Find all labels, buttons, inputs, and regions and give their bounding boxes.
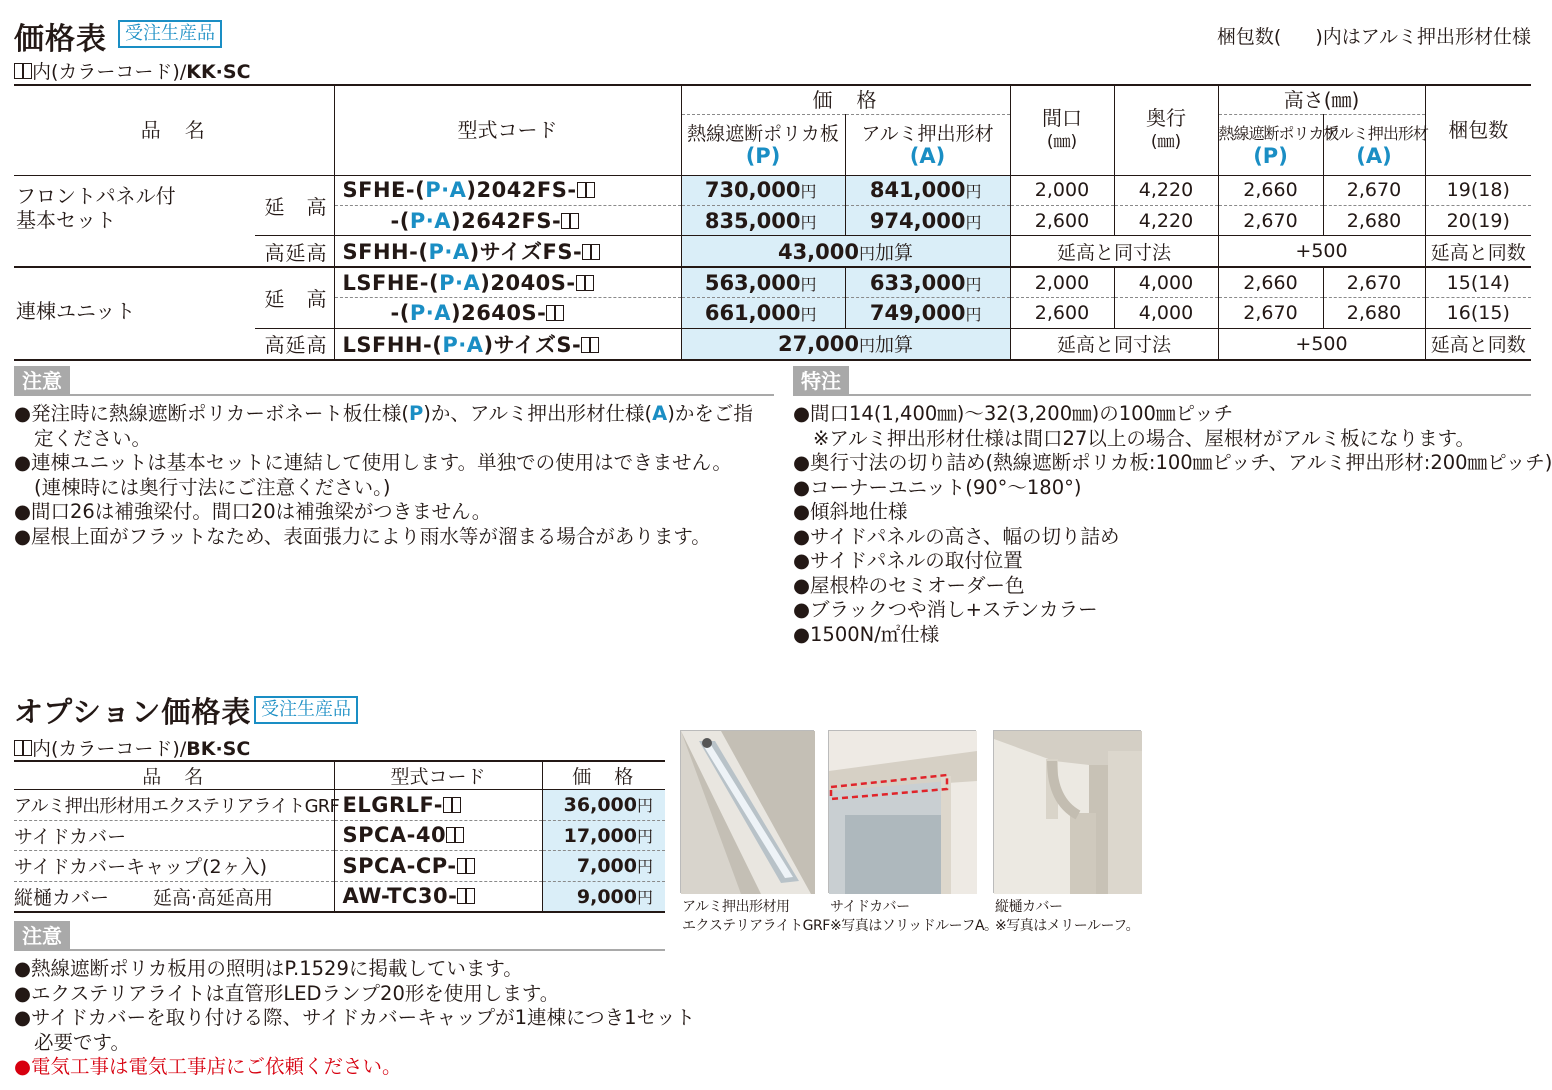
height-p-value: 2,670 [1218, 298, 1323, 328]
special-item: ●奥行寸法の切り詰め(熱線遮断ポリカ板:100㎜ピッチ、アルミ押出形材:200㎜ピッチ) [793, 451, 1552, 474]
model-code: SFHH-(P·A)サイズFS- [334, 236, 681, 268]
note-item: (連棟時には奥行寸法にご注意ください。) [34, 475, 391, 499]
photo-side-cover [828, 730, 976, 893]
model-code: ELGRLF- [334, 790, 542, 821]
table-row [14, 820, 665, 851]
height-p-value: 2,670 [1218, 205, 1323, 235]
product-name-front-panel: フロントパネル付 基本セット [16, 183, 176, 232]
col-header-height-a: アルミ押出形材 (A) [1323, 114, 1425, 175]
height-a-value: 2,680 [1323, 298, 1425, 328]
option-name: サイドカバーキャップ(2ヶ入) [14, 851, 334, 882]
model-code: LSFHH-(P·A)サイズS- [334, 328, 681, 360]
special-item: ●屋根枠のセミオーダー色 [793, 573, 1025, 597]
special-item: ●コーナーユニット(90°〜180°) [793, 475, 1082, 499]
col-header-width: 間口 (㎜) [1010, 85, 1114, 175]
option-notes-divider [14, 949, 665, 951]
pack-value: 15(14) [1425, 267, 1531, 297]
price-table [14, 84, 1531, 361]
col-header-pack: 梱包数 [1425, 85, 1531, 175]
side-cover-image [829, 731, 977, 894]
col-header-name: 品 名 [14, 85, 334, 175]
color-code-box-icon [576, 271, 594, 295]
col-header-height: 高さ(㎜) [1218, 85, 1425, 114]
color-code-box-icon [457, 884, 475, 908]
special-item: ●傾斜地仕様 [793, 500, 908, 523]
special-item: ※アルミ押出形材仕様は間口27以上の場合、屋根材がアルミ板になります。 [813, 426, 1476, 450]
depth-value: 4,220 [1114, 175, 1218, 205]
note-item: ●連棟ユニットは基本セットに連結して使用します。単独での使用はできません。 [14, 451, 732, 474]
width-value: 2,600 [1010, 298, 1114, 328]
table-row [14, 267, 1531, 297]
option-notes-label: 注意 [14, 921, 70, 951]
height-merged: +500 [1218, 236, 1425, 268]
height-a-value: 2,680 [1323, 205, 1425, 235]
option-name: サイドカバー [14, 820, 334, 851]
height-p-value: 2,660 [1218, 267, 1323, 297]
special-item: ●1500N/㎡仕様 [793, 622, 940, 646]
color-code-box-icon [581, 333, 599, 357]
price-a: 841,000円 [845, 175, 1010, 205]
col-header-price: 価 格 [681, 85, 1010, 114]
photo-caption: アルミ押出形材用 エクステリアライトGRF [682, 899, 830, 934]
col-header-name: 品 名 [14, 761, 334, 790]
option-notes-list [14, 957, 695, 1080]
col-header-code: 型式コード [334, 761, 542, 790]
option-color-code-note: 内(カラーコード)/BK·SC [14, 734, 250, 761]
subtype-label: 延 高 [255, 267, 334, 328]
subtype-label: 延 高 [255, 175, 334, 236]
table-row [14, 790, 665, 821]
width-value: 2,000 [1010, 267, 1114, 297]
depth-value: 4,220 [1114, 205, 1218, 235]
special-order-list [793, 402, 1552, 647]
color-code-box-icon [14, 738, 32, 760]
width-value: 2,000 [1010, 175, 1114, 205]
color-code-box-icon [546, 301, 564, 325]
note-item: 定ください。 [34, 426, 152, 450]
product-name-linked-unit: 連棟ユニット [14, 267, 255, 359]
price-p: 730,000円 [681, 175, 845, 205]
height-p-value: 2,660 [1218, 175, 1323, 205]
photo-caption: 縦樋カバー ※写真はメリールーフ。 [995, 899, 1140, 934]
model-code: SFHE-(P·A)2042FS- [334, 175, 681, 205]
depth-value: 4,000 [1114, 298, 1218, 328]
special-item: ●サイドパネルの取付位置 [793, 549, 1023, 572]
price-a: 974,000円 [845, 205, 1010, 235]
note-item: ●サイドカバーを取り付ける際、サイドカバーキャップが1連棟につき1セット [14, 1006, 696, 1029]
made-to-order-badge: 受注生産品 [254, 696, 358, 724]
col-header-depth: 奥行 (㎜) [1114, 85, 1218, 175]
notes-label: 注意 [14, 366, 70, 396]
table-row [14, 851, 665, 882]
pack-value: 19(18) [1425, 175, 1531, 205]
color-code-note: 内(カラーコード)/KK·SC [14, 57, 251, 84]
table-row [14, 881, 665, 912]
note-item: ●発注時に熱線遮断ポリカーボネート板仕様(P)か、アルミ押出形材仕様(A)かをご指 [14, 402, 753, 425]
option-price: 7,000円 [542, 851, 665, 882]
exterior-light-image [681, 731, 815, 894]
color-code-box-icon [443, 793, 461, 817]
notes-list [14, 402, 753, 549]
color-code-box-icon [457, 854, 475, 878]
price-a: 749,000円 [845, 298, 1010, 328]
option-price: 17,000円 [542, 820, 665, 851]
pack-value: 16(15) [1425, 298, 1531, 328]
model-code: -(P·A)2640S- [334, 298, 681, 328]
model-code: -(P·A)2642FS- [334, 205, 681, 235]
downspout-cover-image [994, 731, 1142, 894]
model-code: SPCA-40 [334, 820, 542, 851]
note-item: ●熱線遮断ポリカ板用の照明はP.1529に掲載しています。 [14, 957, 523, 980]
pack-value: 延高と同数 [1425, 328, 1531, 360]
col-header-price-a: アルミ押出形材 (A) [845, 114, 1010, 175]
photo-downspout-cover [993, 730, 1141, 893]
col-header-price-p: 熱線遮断ポリカ板 (P) [681, 114, 845, 175]
price-p: 835,000円 [681, 205, 845, 235]
price-p: 661,000円 [681, 298, 845, 328]
price-add-merged: 43,000円加算 [681, 236, 1010, 268]
option-name: アルミ押出形材用エクステリアライトGRF [14, 790, 334, 821]
subtype-label: 高延高 [255, 236, 334, 268]
electrical-warning: ●電気工事は電気工事店にご依頼ください。 [14, 1055, 402, 1078]
option-price-table [14, 760, 665, 913]
option-name: 縦樋カバー 延高·高延高用 [14, 886, 274, 909]
subtype-label: 高延高 [255, 328, 334, 360]
col-header-price: 価 格 [542, 761, 665, 790]
depth-value: 4,000 [1114, 267, 1218, 297]
model-code: AW-TC30- [334, 881, 542, 912]
photo-exterior-light [680, 730, 814, 893]
height-a-value: 2,670 [1323, 267, 1425, 297]
special-order-label: 特注 [793, 366, 849, 396]
note-item: ●間口26は補強梁付。間口20は補強梁がつきません。 [14, 500, 492, 523]
special-item: ●サイドパネルの高さ、幅の切り詰め [793, 524, 1120, 548]
model-code: LSFHE-(P·A)2040S- [334, 267, 681, 297]
color-code-box-icon [577, 178, 595, 202]
notes-divider [14, 394, 774, 396]
table-row [14, 175, 1531, 205]
made-to-order-badge: 受注生産品 [118, 20, 222, 48]
model-code: SPCA-CP- [334, 851, 542, 882]
pack-count-note: 梱包数( )内はアルミ押出形材仕様 [1216, 26, 1531, 48]
color-code-box-icon [14, 61, 32, 83]
col-header-code: 型式コード [334, 85, 681, 175]
pack-value: 20(19) [1425, 205, 1531, 235]
note-item: 必要です。 [34, 1030, 130, 1054]
pack-value: 延高と同数 [1425, 236, 1531, 268]
photo-caption: サイドカバー ※写真はソリッドルーフA。 [830, 899, 998, 934]
height-a-value: 2,670 [1323, 175, 1425, 205]
page-title: 価格表 [14, 22, 107, 57]
option-price: 36,000円 [542, 790, 665, 821]
color-code-box-icon [446, 823, 464, 847]
color-code-box-icon [582, 240, 600, 264]
option-title: オプション価格表 [14, 695, 252, 729]
note-item: ●エクステリアライトは直管形LEDランプ20形を使用します。 [14, 981, 560, 1005]
price-p: 563,000円 [681, 267, 845, 297]
width-depth-merged: 延高と同寸法 [1010, 236, 1218, 268]
col-header-height-p: 熱線遮断ポリカ板 (P) [1218, 114, 1323, 175]
special-item: ●間口14(1,400㎜)〜32(3,200㎜)の100㎜ピッチ [793, 402, 1234, 425]
price-add-merged: 27,000円加算 [681, 328, 1010, 360]
height-merged: +500 [1218, 328, 1425, 360]
special-divider [793, 394, 1531, 396]
note-item: ●屋根上面がフラットなため、表面張力により雨水等が溜まる場合があります。 [14, 524, 711, 548]
option-price: 9,000円 [542, 881, 665, 912]
width-depth-merged: 延高と同寸法 [1010, 328, 1218, 360]
price-a: 633,000円 [845, 267, 1010, 297]
color-code-box-icon [561, 209, 579, 233]
width-value: 2,600 [1010, 205, 1114, 235]
special-item: ●ブラックつや消し+ステンカラー [793, 598, 1098, 621]
